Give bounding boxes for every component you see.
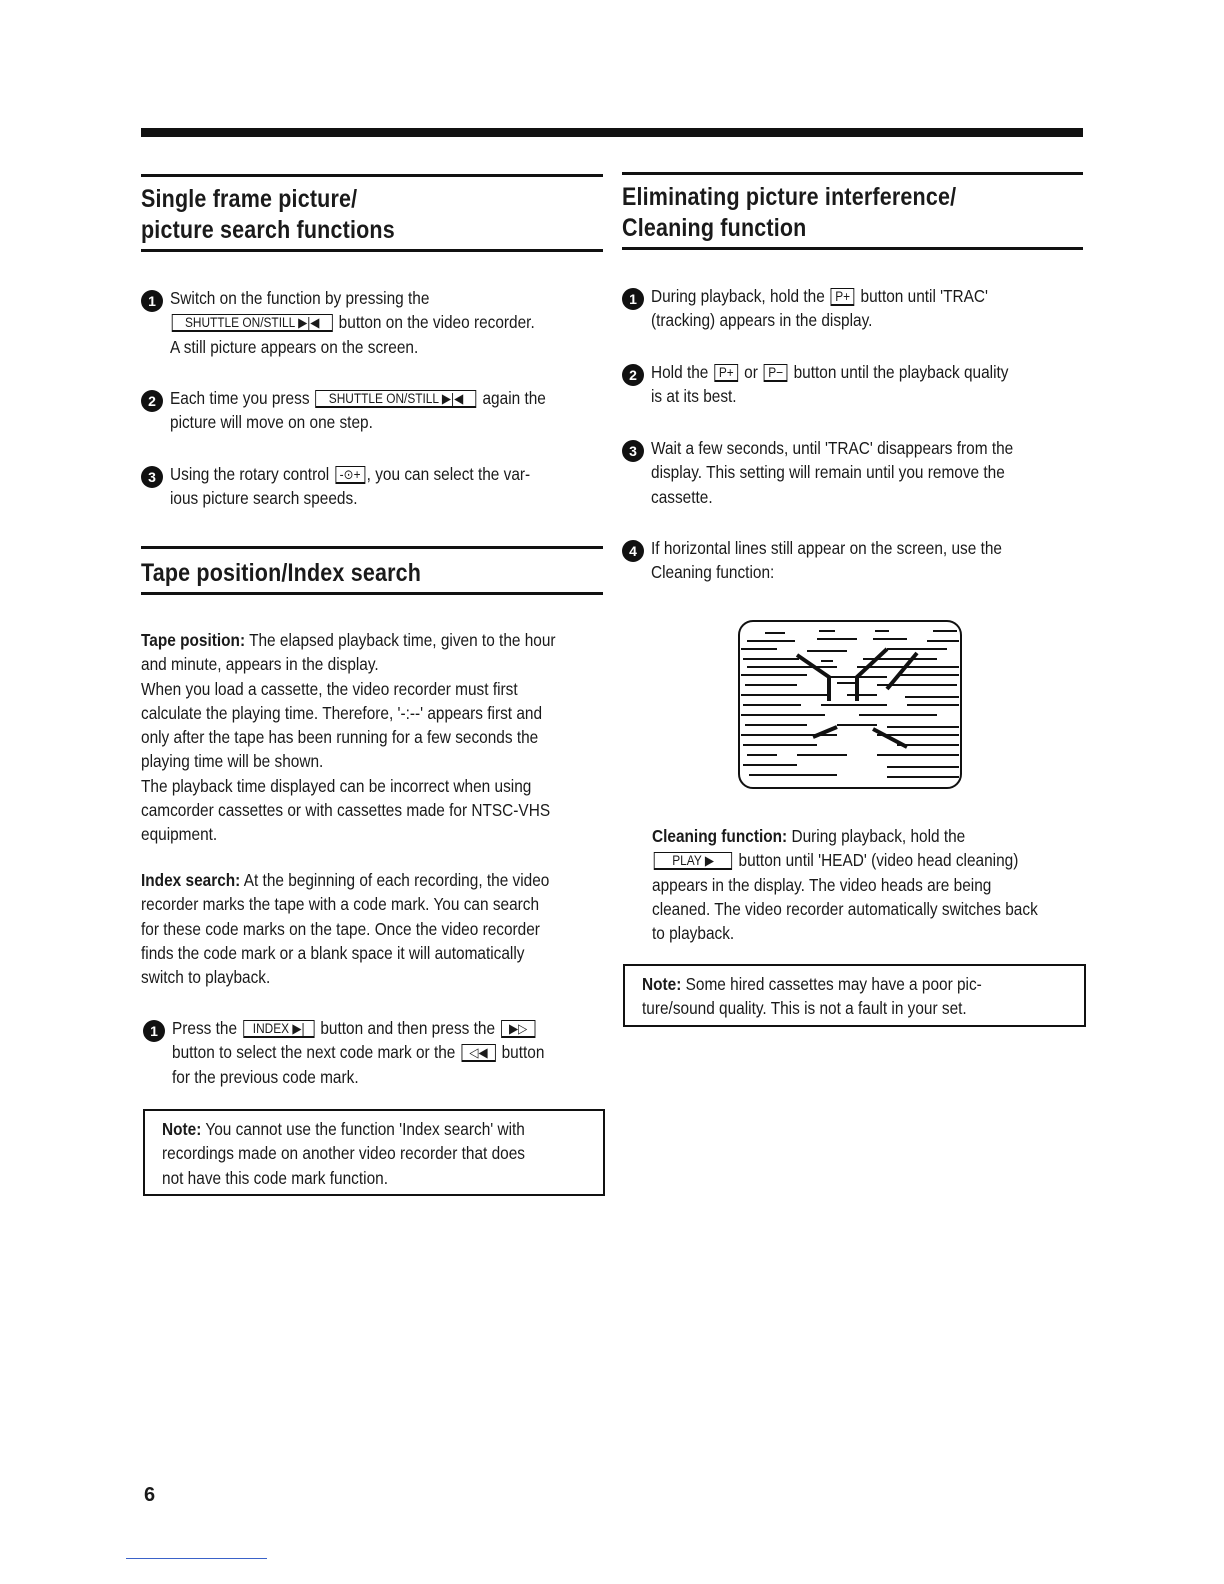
section-rule-top (141, 546, 603, 549)
shuttle-key-icon: SHUTTLE ON/STILL ▶|◀ (172, 314, 333, 332)
index-key-icon: INDEX ▶| (243, 1020, 314, 1038)
tape-position-paragraph (141, 628, 556, 847)
text-line: button until 'HEAD' (video head cleaning) (738, 850, 1019, 871)
text-line: A still picture appears on the screen. (170, 336, 419, 357)
step-text (170, 286, 535, 359)
section-rule-top (622, 172, 1083, 175)
rotary-control-icon: -⊙+ (335, 466, 365, 484)
interference-screen-illustration (737, 619, 963, 790)
text-line: The playback time displayed can be incorrect when using (141, 775, 532, 796)
text-line: is at its best. (651, 386, 737, 407)
p-minus-key-icon: P− (764, 364, 788, 382)
text-line: picture will move on one step. (170, 412, 373, 433)
shuttle-key-icon: SHUTTLE ON/STILL ▶|◀ (316, 390, 477, 408)
text-line: Hold the (651, 362, 709, 382)
text-line: cassette. (651, 486, 713, 507)
text-line: display. This setting will remain until you remove the (651, 462, 1005, 483)
title-line: Cleaning function (622, 214, 807, 242)
text-line: If horizontal lines still appear on the screen, use the (651, 538, 1002, 558)
text-line: recorder marks the tape with a code mark. You can search (141, 894, 540, 915)
text-line: equipment. (141, 824, 218, 845)
text-line: button and then press the (320, 1018, 496, 1038)
text-line: Press the (172, 1018, 238, 1038)
p-plus-key-icon: P+ (714, 364, 738, 382)
play-key-icon: PLAY ▶ (654, 852, 733, 870)
note-label: Note: (162, 1119, 202, 1139)
top-rule (141, 128, 1083, 137)
text-line: switch to playback. (141, 967, 271, 988)
note-text (162, 1117, 525, 1190)
step-text (170, 386, 546, 435)
title-line: picture search functions (141, 216, 395, 244)
step-text (170, 462, 530, 511)
text-line: recordings made on another video recorder that does (162, 1143, 525, 1164)
section-rule-bottom (141, 249, 603, 252)
text-line: During playback, hold the (791, 826, 966, 846)
step-number-badge: 1 (143, 1020, 165, 1042)
text-line: Some hired cassettes may have a poor pic- (685, 974, 982, 994)
rewind-key-icon: ◁◀ (461, 1044, 495, 1062)
section-title-single-frame (141, 184, 395, 246)
section-rule-bottom (141, 592, 603, 595)
text-line: At the beginning of each recording, the video (243, 870, 550, 890)
step-number-badge: 3 (622, 440, 644, 462)
paragraph-label: Tape position: (141, 630, 246, 650)
text-line: calculate the playing time. Therefore, '-:--' appears first and (141, 702, 543, 723)
step-number-badge: 2 (141, 390, 163, 412)
text-line: camcorder cassettes or with cassettes made for NTSC-VHS (141, 800, 551, 821)
text-line: During playback, hold the (651, 286, 825, 306)
text-line: The elapsed playback time, given to the hour (249, 630, 556, 650)
cleaning-function-paragraph (652, 824, 1038, 945)
title-line: Eliminating picture interference/ (622, 183, 957, 211)
text-line: button on the video recorder. (338, 312, 535, 333)
text-line: button to select the next code mark or the (172, 1042, 456, 1063)
step-number-badge: 1 (141, 290, 163, 312)
text-line: button until 'TRAC' (860, 286, 988, 306)
paragraph-label: Cleaning function: (652, 826, 788, 846)
text-line: only after the tape has been running for a few seconds the (141, 727, 539, 748)
step-number-badge: 3 (141, 466, 163, 488)
page-number: 6 (144, 1484, 156, 1506)
text-line: Using the rotary control (170, 464, 330, 484)
title-line: Single frame picture/ (141, 185, 358, 213)
note-text (642, 972, 982, 1021)
note-label: Note: (642, 974, 682, 994)
text-line: You cannot use the function 'Index search' with (205, 1119, 525, 1139)
section-title-tape-position: Tape position/Index search (141, 559, 422, 587)
step-number-badge: 1 (622, 288, 644, 310)
note-box (623, 964, 1086, 1027)
text-line: cleaned. The video recorder automatically switches back (652, 898, 1038, 919)
step-number-badge: 4 (622, 540, 644, 562)
step-text (651, 284, 988, 333)
text-line: playing time will be shown. (141, 751, 324, 772)
note-box (143, 1109, 605, 1196)
text-line: button (501, 1042, 545, 1063)
text-line: Each time you press (170, 388, 310, 408)
scan-mark (126, 1558, 267, 1559)
step-text (651, 536, 1002, 585)
text-line: ious picture search speeds. (170, 488, 358, 509)
step-text (172, 1016, 544, 1089)
section-rule-bottom (622, 247, 1083, 250)
text-line: ture/sound quality. This is not a fault in your set. (642, 998, 967, 1019)
paragraph-label: Index search: (141, 870, 241, 890)
text-line: Wait a few seconds, until 'TRAC' disappears from the (651, 438, 1014, 458)
text-line: not have this code mark function. (162, 1167, 388, 1188)
text-line: or (744, 362, 758, 382)
step-text (651, 360, 1008, 409)
text-line: Switch on the function by pressing the (170, 288, 430, 308)
text-line: for these code marks on the tape. Once the video recorder (141, 918, 540, 939)
p-plus-key-icon: P+ (831, 288, 855, 306)
text-line: finds the code mark or a blank space it will automatically (141, 942, 525, 963)
text-line: , you can select the var- (366, 464, 531, 484)
index-search-paragraph (141, 868, 549, 989)
text-line: for the previous code mark. (172, 1066, 359, 1087)
text-line: appears in the display. The video heads are being (652, 874, 992, 895)
text-line: to playback. (652, 923, 735, 944)
text-line: Cleaning function: (651, 562, 775, 583)
text-line: and minute, appears in the display. (141, 654, 379, 675)
forward-key-icon: ▶▷ (501, 1020, 535, 1038)
text-line: button until the playback quality (793, 362, 1009, 382)
text-line: (tracking) appears in the display. (651, 310, 873, 331)
section-title-cleaning (622, 182, 956, 244)
text-line: again the (482, 388, 546, 408)
text-line: When you load a cassette, the video recorder must first (141, 678, 518, 699)
step-number-badge: 2 (622, 364, 644, 386)
section-rule-top (141, 174, 603, 177)
step-text (651, 436, 1013, 509)
